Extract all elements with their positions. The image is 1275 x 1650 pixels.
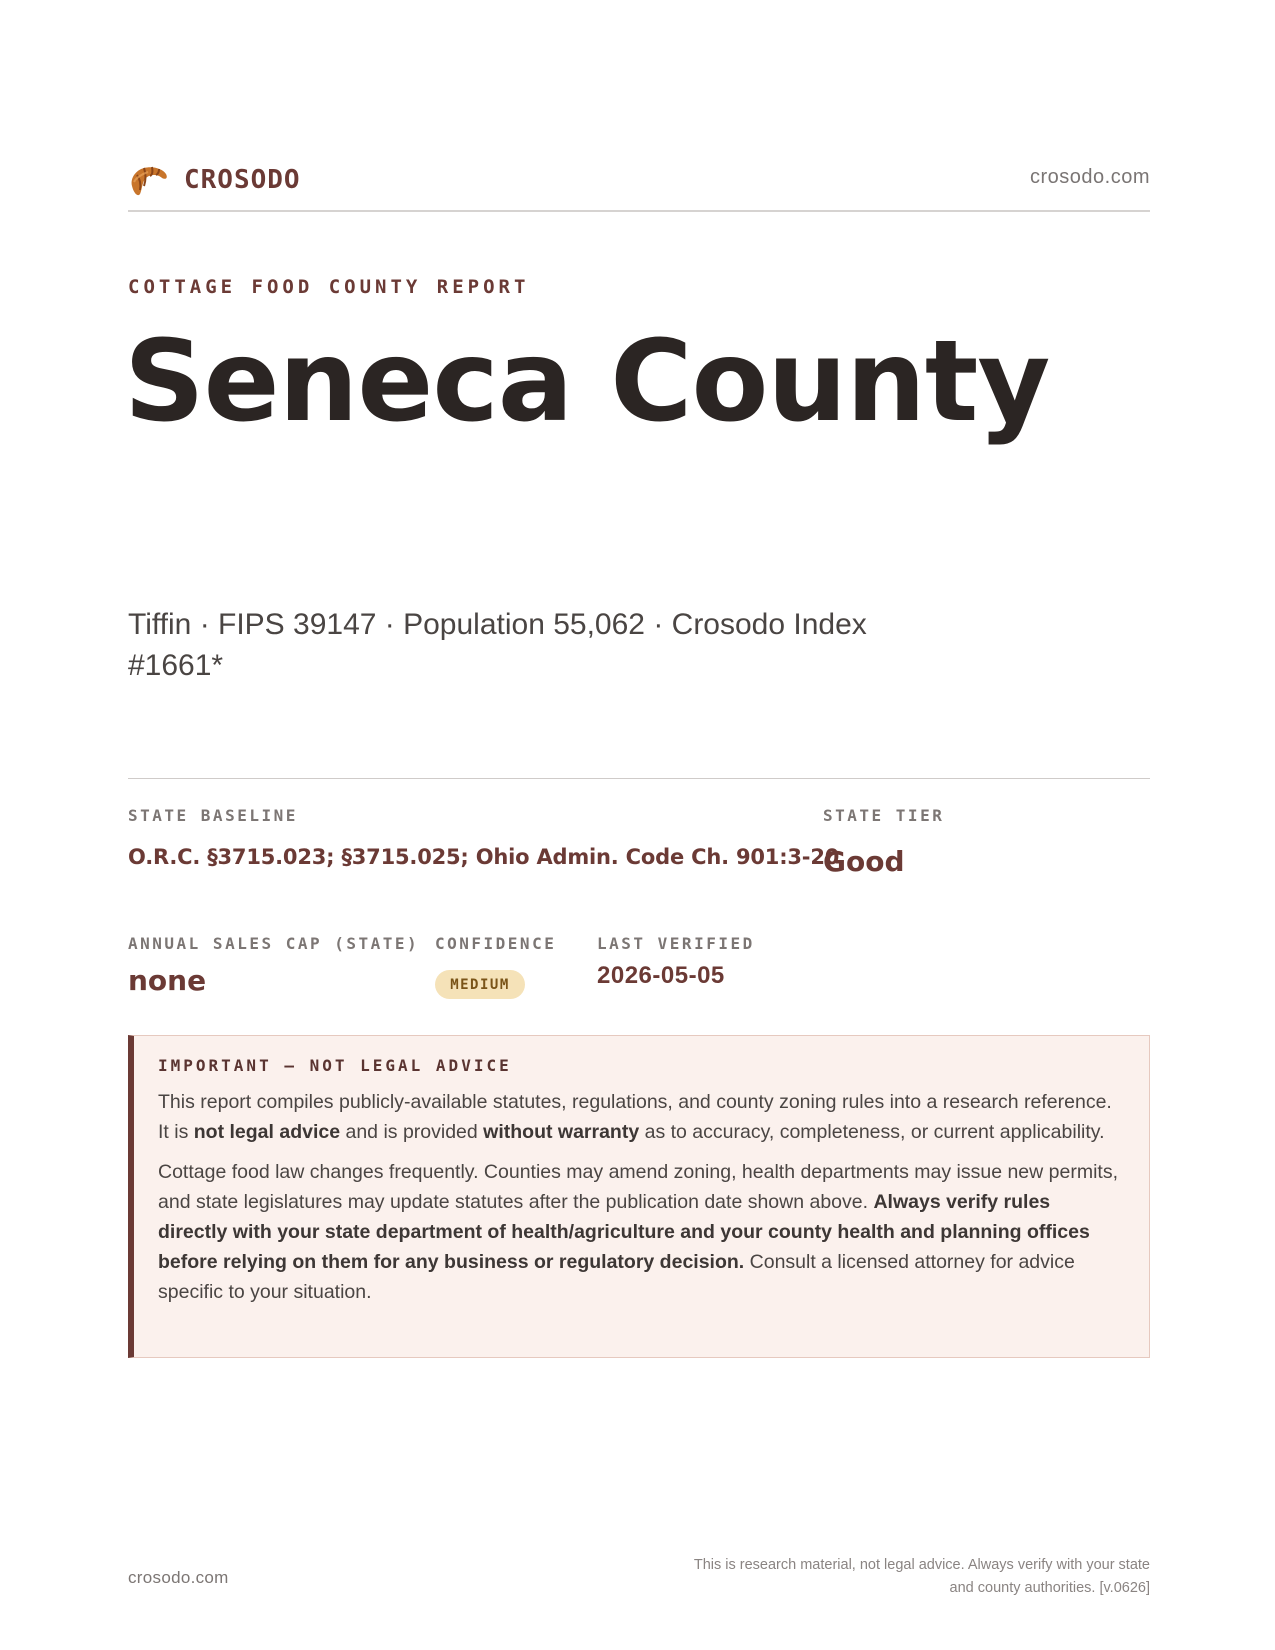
footer-site-link[interactable]: crosodo.com: [128, 1568, 229, 1587]
state-baseline-label: STATE BASELINE: [128, 806, 298, 825]
legal-notice-box: [128, 1035, 1150, 1358]
confidence-badge: MEDIUM: [435, 970, 525, 999]
state-tier-value: Good: [823, 845, 905, 878]
brand[interactable]: [128, 160, 301, 200]
sales-cap-label: ANNUAL SALES CAP (STATE): [128, 934, 420, 953]
brand-name: CROSODO: [184, 165, 301, 195]
croissant-icon: [128, 160, 170, 200]
site-url-link[interactable]: crosodo.com: [1030, 166, 1150, 188]
footer-disclaimer-line-2: and county authorities. [v.0626]: [949, 1580, 1150, 1596]
footer-disclaimer-line-1: This is research material, not legal advice. Always verify with your state: [693, 1557, 1150, 1573]
report-subtitle: Tiffin · FIPS 39147 · Population 55,062 · Crosodo Index #1661*: [128, 608, 867, 682]
section-divider: [128, 778, 1150, 779]
state-baseline-value: O.R.C. §3715.023; §3715.025; Ohio Admin. Code Ch. 901:3-20: [128, 845, 840, 869]
notice-paragraph-1: This report compiles publicly-available statutes, regulations, and county zoning rules into a research reference. It is not legal advice and is provided without warranty as to accuracy, completeness, or current applicability.: [158, 1091, 1112, 1143]
page-title: Seneca County: [124, 317, 1050, 447]
notice-title: IMPORTANT — NOT LEGAL ADVICE: [158, 1056, 512, 1075]
confidence-label: CONFIDENCE: [435, 934, 557, 953]
last-verified-value: 2026-05-05: [597, 962, 725, 989]
footer-disclaimer: [630, 1554, 1150, 1600]
report-eyebrow: COTTAGE FOOD COUNTY REPORT: [128, 276, 530, 298]
report-page: [124, 0, 1150, 1650]
last-verified-label: LAST VERIFIED: [597, 934, 755, 953]
notice-paragraph-2: Cottage food law changes frequently. Counties may amend zoning, health departments may issue new permits, and state legislatures may update statutes after the publication date shown above. Always verify rules directly with your state department of health/agriculture and your county health and planning offices before relying on them for any business or regulatory decision. Consult a licensed attorney for advice specific to your situation.: [158, 1161, 1118, 1303]
sales-cap-value: none: [128, 964, 207, 997]
page-header: [128, 160, 1150, 212]
state-tier-label: STATE TIER: [823, 806, 945, 825]
